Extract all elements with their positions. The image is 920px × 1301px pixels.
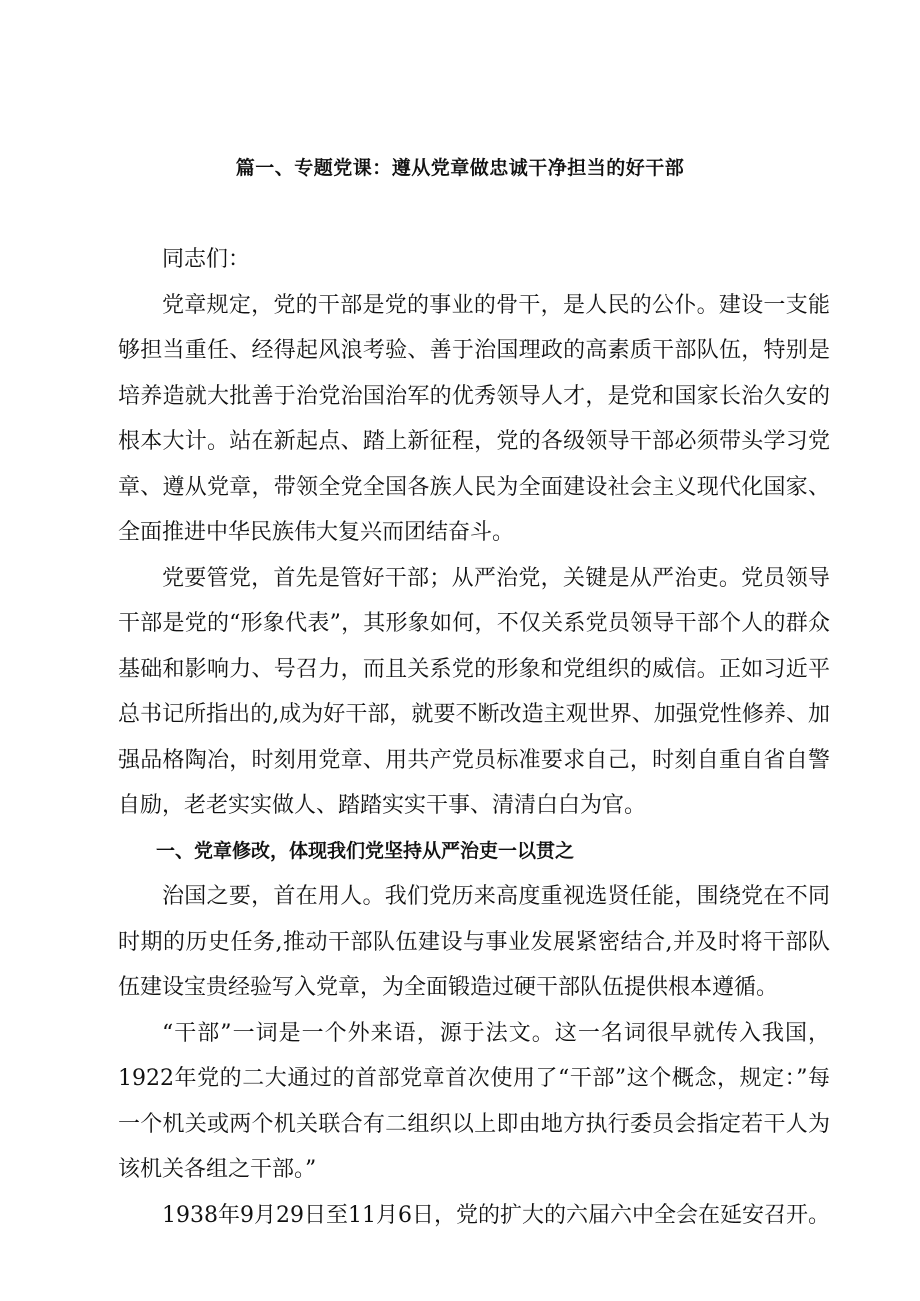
section-paragraph-3: 1938年9月29日至11月6日，党的扩大的六届六中全会在延安召开。 [162, 1202, 830, 1228]
paragraph-2: 党要管党，首先是管好干部；从严治党，关键是从严治吏。党员领导干部是党的“形象代表”，其形象如何，不仅关系党员领导干部个人的群众基础和影响力、号召力，而且关系党的形象和党组织的威信。正如习近平总书记所指出的,成为好干部，就要不断改造主观世界、加强党性修养、加强品格陶冶，时刻用党章、用共产党员标准要求自己，时刻自重自省自警自励，老老实实做人、踏踏实实干事、清清白白为官。 [118, 565, 830, 818]
document-title: 篇一、专题党课：遵从党章做忠诚干净担当的好干部 [235, 157, 685, 179]
paragraph-1: 党章规定，党的干部是党的事业的骨干，是人民的公仆。建设一支能够担当重任、经得起风浪考验、善于治国理政的高素质干部队伍，特别是培养造就大批善于治党治国治军的优秀领导人才，是党和国家长治久安的根本大计。站在新起点、踏上新征程，党的各级领导干部必须带头学习党章、遵从党章，带领全党全国各族人民为全面建设社会主义现代化国家、全面推进中华民族伟大复兴而团结奋斗。 [118, 292, 830, 545]
section-paragraph-2: “干部”一词是一个外来语，源于法文。这一名词很早就传入我国，1922年党的二大通过的首部党章首次使用了“干部”这个概念，规定：”每一个机关或两个机关联合有二组织以上即由地方执行委员会指定若干人为该机关各组之干部。” [118, 1020, 830, 1182]
document-body [118, 237, 830, 1238]
section-heading: 一、党章修改，体现我们党坚持从严治吏一以贯之 [156, 839, 575, 862]
greeting: 同志们： [162, 247, 251, 272]
section-paragraph-1: 治国之要，首在用人。我们党历来高度重视选贤任能，围绕党在不同时期的历史任务,推动干部队伍建设与事业发展紧密结合,并及时将干部队伍建设宝贵经验写入党章，为全面锻造过硬干部队伍提供根本遵循。 [118, 884, 830, 1000]
